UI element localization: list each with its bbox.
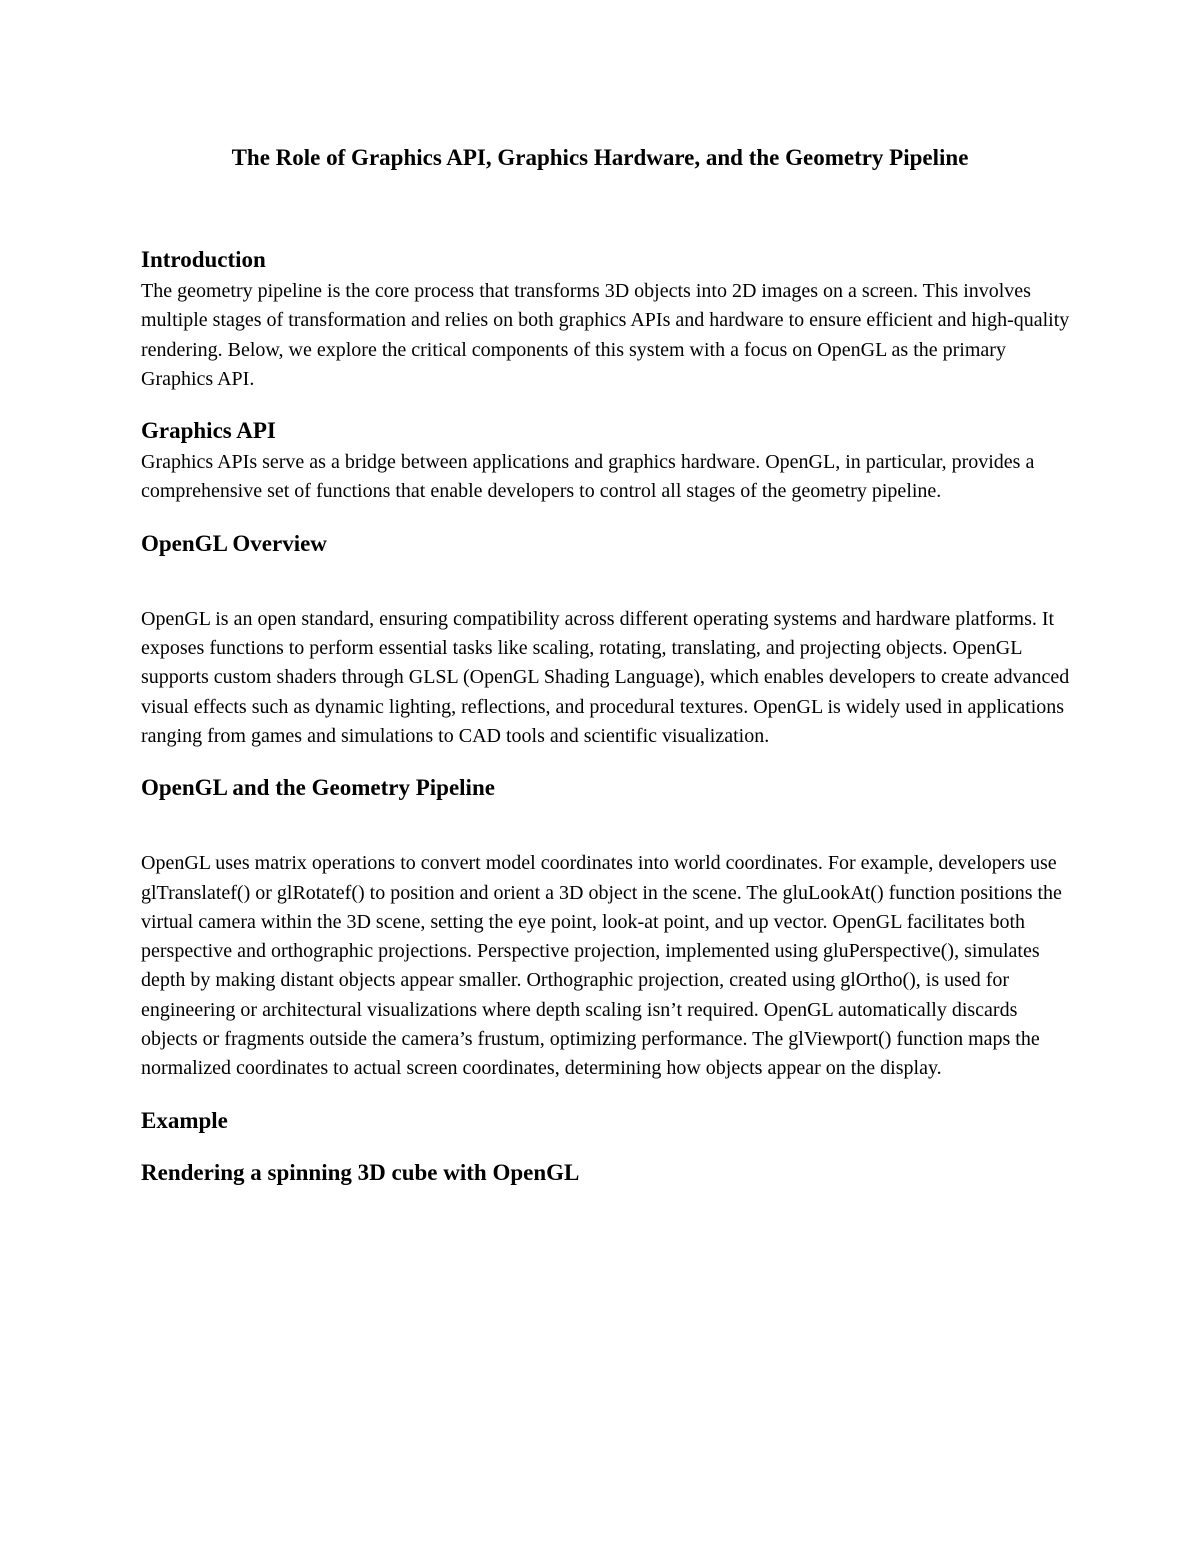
paragraph-opengl-overview: OpenGL is an open standard, ensuring compatibility across different operating systems and hardware platforms. It exposes functions to perform essential tasks like scaling, rotating, translating, and projecting objects. OpenGL supports custom shaders through GLSL (OpenGL Shading Language), which enables developers to create advanced visual effects such as dynamic lighting, reflections, and procedural textures. OpenGL is widely used in applications ranging from games and simulations to CAD tools and scientific visualization.	[141, 607, 1070, 747]
document-body	[141, 243, 1071, 1190]
section-opengl-overview	[141, 527, 1071, 751]
section-heading-opengl-overview: OpenGL Overview	[141, 530, 327, 556]
section-heading-opengl-pipeline: OpenGL and the Geometry Pipeline	[141, 775, 495, 801]
section-heading-graphics-api: Graphics API	[141, 418, 276, 444]
spacer	[141, 1084, 1071, 1104]
section-opengl-pipeline	[141, 771, 1071, 1083]
paragraph-introduction: The geometry pipeline is the core process that transforms 3D objects into 2D images on a screen. This involves multiple stages of transformation and relies on both graphics APIs and hardware to ensure efficient and high-quality rendering. Below, we explore the critical components of this system with a focus on OpenGL as the primary Graphics API.	[141, 280, 1070, 390]
spacer	[141, 805, 1071, 849]
section-graphics-api	[141, 414, 1071, 507]
section-subheading-example: Rendering a spinning 3D cube with OpenGL	[141, 1159, 580, 1185]
paragraph-graphics-api: Graphics APIs serve as a bridge between applications and graphics hardware. OpenGL, in particular, provides a comprehensive set of functions that enable developers to control all stages of the geometry pipeline.	[141, 451, 1035, 503]
spacer	[141, 751, 1071, 771]
spacer	[141, 1138, 1071, 1156]
document-title: The Role of Graphics API, Graphics Hardware, and the Geometry Pipeline	[231, 145, 969, 170]
spacer	[141, 394, 1071, 414]
spacer	[141, 561, 1071, 605]
section-heading-example: Example	[141, 1107, 228, 1133]
section-heading-introduction: Introduction	[141, 247, 266, 272]
section-introduction	[141, 243, 1071, 394]
spacer	[141, 507, 1071, 527]
section-example	[141, 1104, 1071, 1190]
paragraph-opengl-pipeline: OpenGL uses matrix operations to convert model coordinates into world coordinates. For example, developers use glTranslatef() or glRotatef() to position and orient a 3D object in the scene. The gluLookAt() function positions the virtual camera within the 3D scene, setting the eye point, look-at point, and up vector. OpenGL facilitates both perspective and orthographic projections. Perspective projection, implemented using gluPerspective(), simulates depth by making distant objects appear smaller. Orthographic projection, created using glOrtho(), is used for engineering or architectural visualizations where depth scaling isn’t required. OpenGL automatically discards objects or fragments outside the camera’s frustum, optimizing performance. The glViewport() function maps the normalized coordinates to actual screen coordinates, determining how objects appear on the display.	[141, 852, 1062, 1080]
